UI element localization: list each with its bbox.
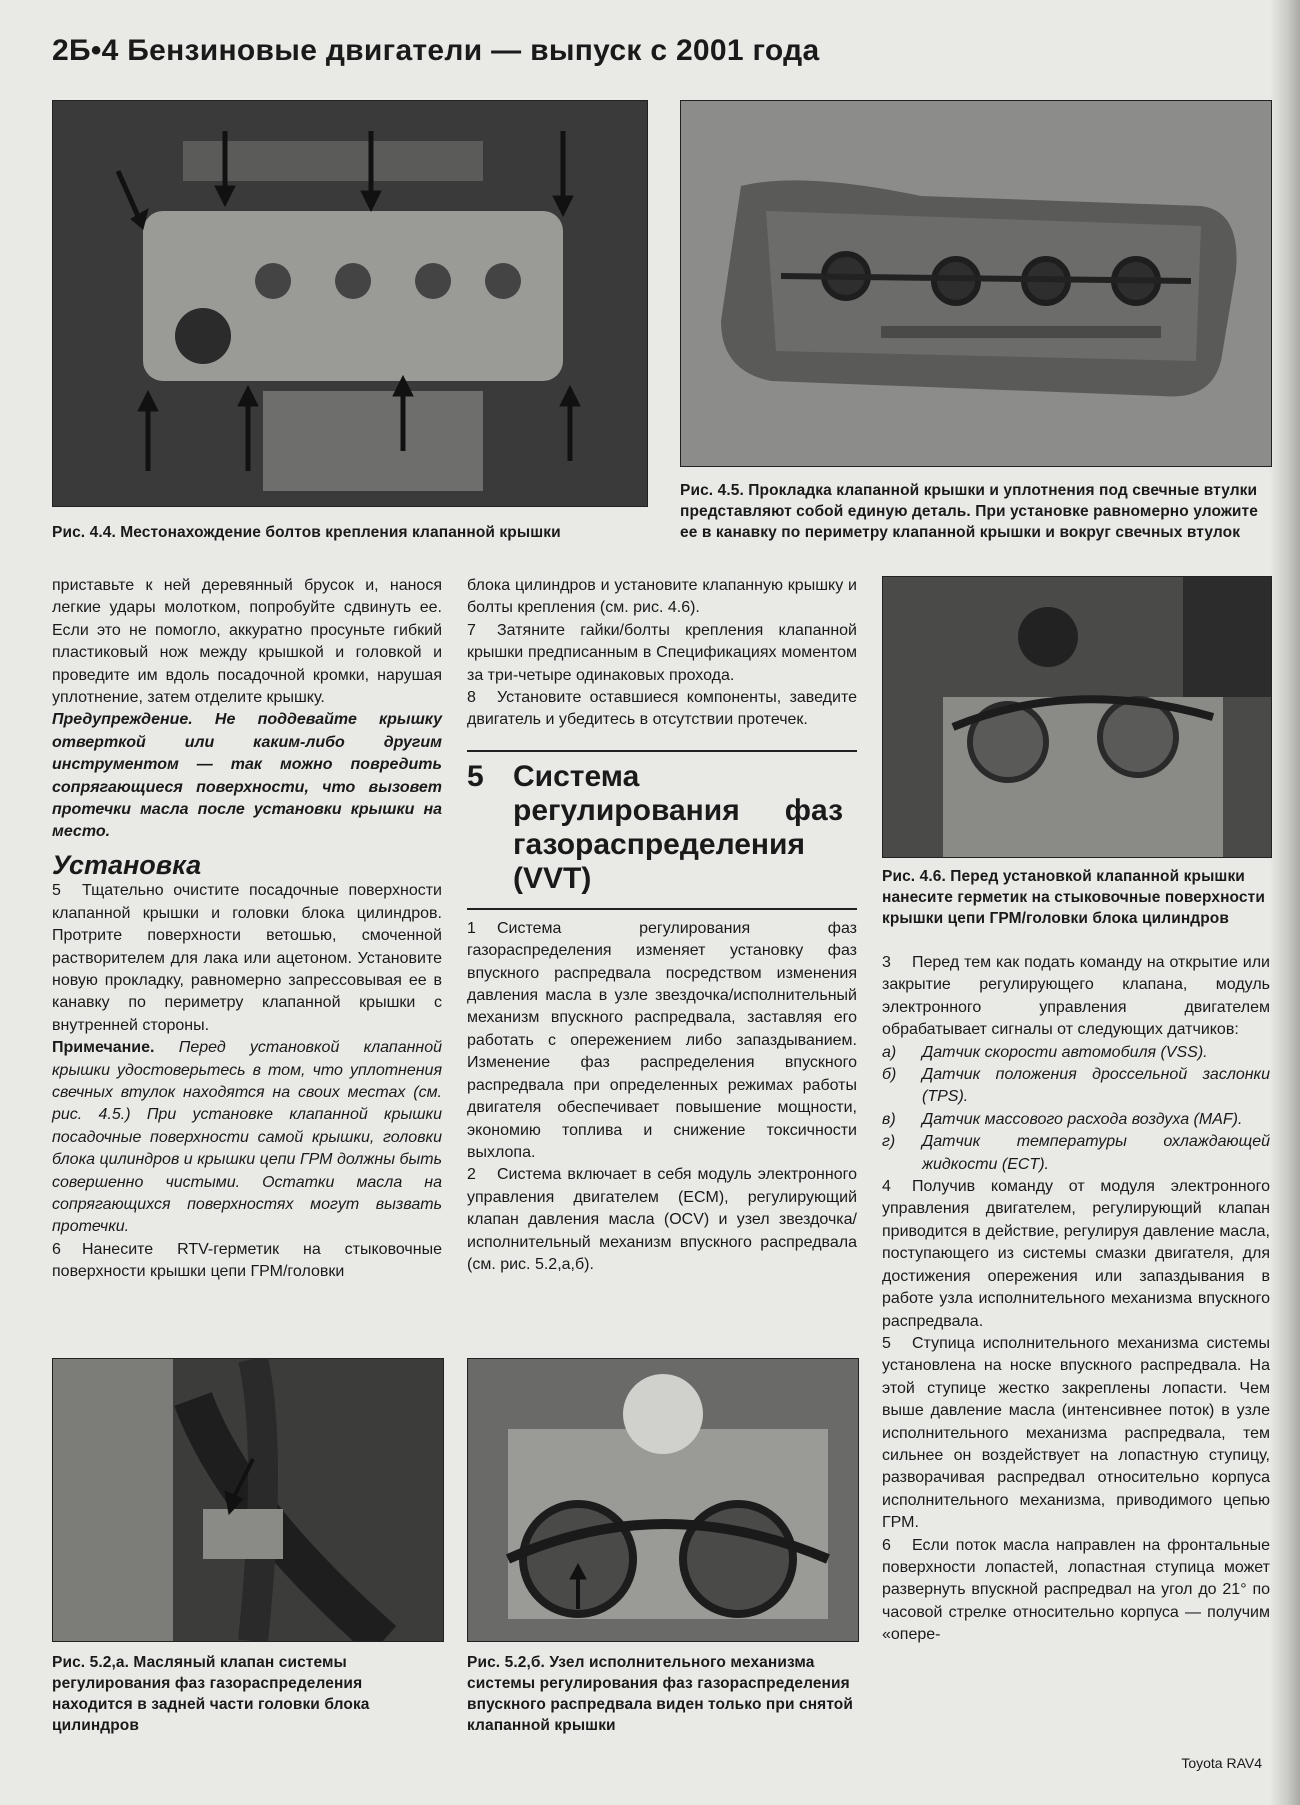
sensor-list-item-c: в) Датчик массового расхода воздуха (MAF). [882,1110,1243,1128]
sensor-list-item-b: б) Датчик положения дроссельной заслонки (TPS). [882,1066,1270,1106]
paragraph-5: 5 Тщательно очистите посадочные поверхности клапанной крышки и головки блока цилиндров. Протрите поверхности ветошью, смоченной растворителем для лака или ацетоном. Установите новую прокладку, равномерно запрессовывая ее в канавку по периметру клапанной крышки с внутренней стороны. [52,882,442,1034]
section-paragraph-1: 1 Система регулирования фаз газораспределения изменяет установку фаз впускного распредвала посредством изменения давления масла в узле звездочка/исполнительный механизм впускного распредвала, заставляя его работать с опережением либо запаздыванием. Изменение фаз распределения впускного распредвала при определенных режимах работы двигателя обеспечивает повышение мощности, экономию топлива и снижение токсичности выхлопа. [467,919,857,1161]
sensor-list-item-a: а) Датчик скорости автомобиля (VSS). [882,1043,1208,1061]
section-paragraph-6: 6 Если поток масла направлен на фронтальные поверхности лопастей, лопастная ступица может развернуть впускной распредвал на угол до 21° по часовой стрелке относительно корпуса — получим «опере- [882,1536,1270,1644]
section-rule [467,750,857,896]
section-paragraph-2: 2 Система включает в себя модуль электронного управления двигателем (ECM), регулирующий клапан давления масла (OCV) и узел звездочка/исполнительный механизм впускного распредвала (см. рис. 5.2,а,б). [467,1166,857,1273]
figure-4-4-caption: Рис. 4.4. Местонахождение болтов крепления клапанной крышки [52,524,561,541]
paragraph-6: 6 Нанесите RTV-герметик на стыковочные поверхности крышки цепи ГРМ/головки [52,1240,442,1281]
figure-4-6-caption: Рис. 4.6. Перед установкой клапанной крышки нанесите герметик на стыковочные поверхности крышки цепи ГРМ/головки блока цилиндров [882,868,1265,927]
section-rule-bottom [467,908,857,918]
section-number: 5 [467,759,484,793]
paragraph-continued: приставьте к ней деревянный брусок и, нанося легкие удары молотком, попробуйте сдвинуть ее. Если это не помогло, аккуратно просуньте гибкий пластиковый нож между крышкой и головкой и проведите им вдоль посадочной кромки, нарушая уплотнение, затем отделите крышку. [52,577,442,707]
figure-5-2b-caption: Рис. 5.2,б. Узел исполнительного механизма системы регулирования фаз газораспределения впускного распредвала виден только при снятой клапанной крышки [467,1654,854,1734]
paragraph-8: 8 Установите оставшиеся компоненты, заведите двигатель и убедитесь в отсутствии протечек. [467,689,857,729]
section-heading [467,760,857,896]
column-2 [467,575,857,1276]
paragraph-7: 7 Затяните гайки/болты крепления клапанной крышки предписанным в Спецификациях моментом за три-четыре одинаковых прохода. [467,621,857,684]
figure-5-2a-caption: Рис. 5.2,а. Масляный клапан системы регулирования фаз газораспределения находится в задней части головки блока цилиндров [52,1654,370,1734]
figure-4-5-photo [680,100,1272,467]
column-1 [52,575,442,1284]
engine-valve-cover-image [53,101,647,506]
subheading-installation: Установка [52,849,202,880]
paragraph-5-number: 5 [52,882,61,900]
warning-text: Предупреждение. Не поддевайте крышку отверткой или каким-либо другим инструментом — так можно повредить сопрягающиеся поверхности, что вызовет протечки масла после установки крышки на место. [52,711,442,841]
footer-model: Toyota RAV4 [1181,1755,1262,1771]
note-paragraph [52,1037,442,1239]
timing-chain-head-image [883,577,1271,857]
figure-4-5-caption: Рис. 4.5. Прокладка клапанной крышки и уплотнения под свечные втулки представляют собой единую деталь. При установке равномерно уложите ее в канавку по периметру клапанной крышки и вокруг свечных втулок [680,482,1258,541]
section-paragraph-3: 3 Перед тем как подать команду на открытие или закрытие регулирующего клапана, модуль электронного управления двигателем обрабатывает сигналы от следующих датчиков: [882,954,1270,1039]
paragraph-6-number: 6 [52,1240,61,1258]
note-text: Перед установкой клапанной крышки удостоверьтесь в том, что уплотнения свечных втулок находятся на своих местах (см. рис. 4.5.) При установке клапанной крышки посадочные поверхности самой крышки, головки блока цилиндров и крышки цепи ГРМ должны быть совершенно чистыми. Остатки масла на сопрягающихся поверхностях могут вызвать протечки. [52,1039,442,1236]
page-header: 2Б•4 Бензиновые двигатели — выпуск с 2001 года [52,34,820,67]
figure-4-6-photo [882,576,1272,858]
figure-5-2a-photo [52,1358,444,1642]
section-paragraph-5: 5 Ступица исполнительного механизма системы установлена на носке впускного распредвала. На этой ступице жестко закреплены лопасти. Чем выше давление масла (интенсивнее поток) в узле исполнительного механизма распредвала, тем сильнее он воздействует на лопастную ступицу, разворачивая распредвал относительно корпуса исполнительного механизма, приводимого цепью ГРМ. [882,1334,1270,1532]
note-label: Примечание. [52,1039,155,1057]
sensor-list-item-d: г) Датчик температуры охлаждающей жидкости (ECT). [882,1133,1270,1173]
column-3 [882,952,1270,1647]
figure-4-4-photo [52,100,648,507]
paragraph-continued-2: блока цилиндров и установите клапанную крышку и болты крепления (см. рис. 4.6). [467,577,857,617]
page-spine-shadow [1270,0,1300,1805]
figure-5-2b-photo [467,1358,859,1642]
oil-control-valve-image [53,1359,443,1641]
section-title: Система регулирования фаз газораспределения (VVT) [513,759,843,895]
camshaft-actuator-image [468,1359,858,1641]
section-paragraph-4: 4 Получив команду от модуля электронного управления двигателем, регулирующий клапан приводится в действие, регулируя давление масла, поступающего из системы смазки двигателя, для достижения опережения или запаздывания в работе узла исполнительного механизма впускного распредвала. [882,1178,1270,1330]
valve-cover-gasket-image [681,101,1271,466]
